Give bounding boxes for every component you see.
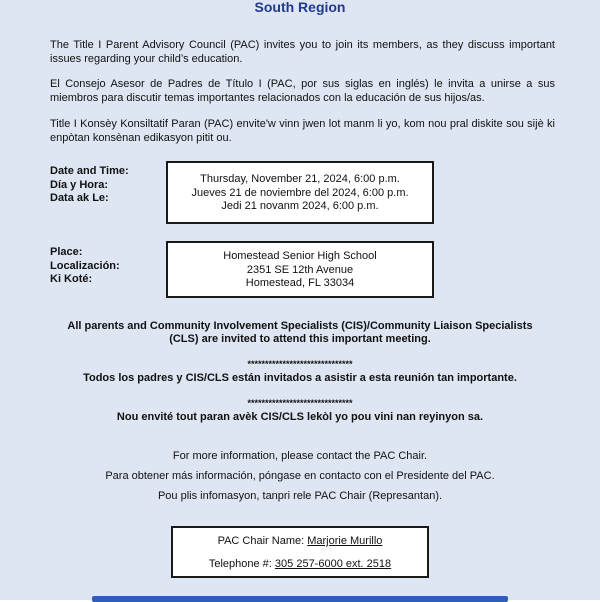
- separator-1: ******************************: [247, 359, 353, 369]
- place-box: [166, 241, 434, 298]
- invite-english-line1: All parents and Community Involvement Specialists (CIS)/Community Liaison Specialists: [67, 320, 533, 332]
- contact-creole: Pou plis infomasyon, tanpri rele PAC Chair (Represantan).: [157, 490, 443, 502]
- chair-name-row: [173, 535, 427, 549]
- place-label-en: Place:: [50, 246, 83, 258]
- invite-english-line2: (CLS) are invited to attend this important meeting.: [169, 333, 431, 345]
- contact-english: For more information, please contact the PAC Chair.: [172, 450, 428, 462]
- date-value-ht: Jedi 21 novanm 2024, 6:00 p.m.: [221, 200, 379, 212]
- chair-name-value: Marjorie Murillo: [307, 535, 383, 547]
- date-labels: [50, 165, 129, 206]
- chair-phone-value[interactable]: 305 257-6000 ext. 2518: [274, 557, 392, 570]
- place-label-ht: Ki Koté:: [50, 273, 93, 285]
- date-value-es: Jueves 21 de noviembre del 2024, 6:00 p.m.: [191, 186, 409, 199]
- chair-phone-label: Telephone #:: [208, 557, 272, 570]
- intro-english: The Title I Parent Advisory Council (PAC) invites you to join its members, as they discuss important issues regarding your child’s education.: [50, 39, 555, 65]
- date-box: [166, 161, 434, 224]
- region-title: South Region: [254, 0, 346, 15]
- invite-spanish: Todos los padres y CIS/CLS están invitados a asistir a esta reunión tan importante.: [83, 372, 517, 384]
- place-value-city: Homestead, FL 33034: [245, 277, 355, 289]
- chair-phone-row: [173, 558, 427, 572]
- place-label-es: Localización:: [50, 259, 120, 272]
- bottom-banner-edge: [92, 596, 508, 602]
- place-value-school: Homestead Senior High School: [223, 250, 377, 262]
- place-value-street: 2351 SE 12th Avenue: [246, 263, 354, 276]
- chair-box: [171, 526, 429, 578]
- date-label-ht: Data ak Le:: [50, 192, 109, 204]
- date-label-es: Día y Hora:: [50, 178, 109, 191]
- separator-2: ******************************: [247, 398, 353, 408]
- chair-name-label: PAC Chair Name:: [217, 535, 305, 547]
- intro-creole: Title I Konsèy Konsiltatif Paran (PAC) envite'w vinn jwen lot manm li yo, kom nou pral diskite sou sijè ki enpòtan konsènan edikasyon pitit ou.: [50, 118, 555, 144]
- date-value-en: Thursday, November 21, 2024, 6:00 p.m.: [200, 173, 400, 185]
- contact-spanish: Para obtener más información, póngase en contacto con el Presidente del PAC.: [105, 470, 495, 482]
- intro-spanish: El Consejo Asesor de Padres de Título I (PAC, por sus siglas en inglés) le invita a unirse a sus miembros para discutir temas importantes relacionados con la educación de sus hijos/as.: [50, 78, 555, 104]
- place-labels: [50, 246, 120, 287]
- invite-creole: Nou envité tout paran avèk CIS/CLS lekòl yo pou vini nan reyinyon sa.: [116, 411, 484, 423]
- date-label-en: Date and Time:: [50, 165, 129, 177]
